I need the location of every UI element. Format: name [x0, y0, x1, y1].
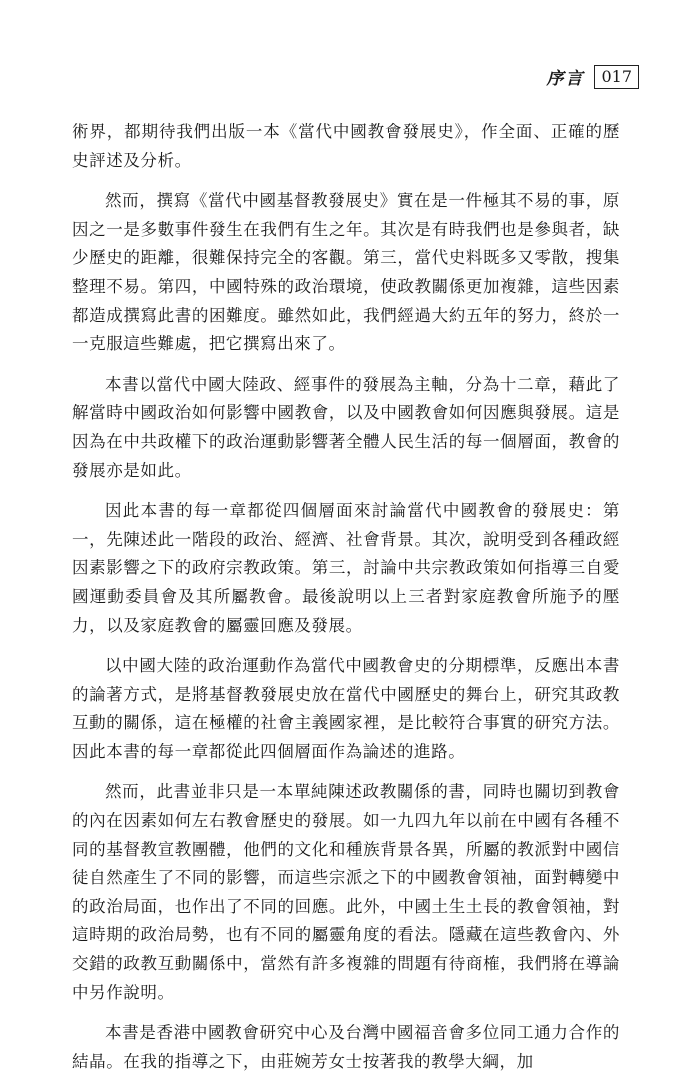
paragraph: 本書是香港中國教會研究中心及台灣中國福音會多位同工通力合作的結晶。在我的指導之下，由莊婉芳女士按著我的教學大綱，加: [72, 1023, 620, 1071]
paragraph: 然而，此書並非只是一本單純陳述政教關係的書，同時也關切到教會的內在因素如何左右教會歷史的發展。如一九四九年以前在中國有各種不同的基督教宣教團體，他們的文化和種族背景各異，所屬的教派對中國信徒自然產生了不同的影響，而這些宗派之下的中國教會領袖，面對轉變中的政治局面，也作出了不同的回應。此外，中國土生土長的教會領袖，對這時期的政治局勢，也有不同的屬靈角度的看法。隱藏在這些教會內、外交錯的政教互動關係中，當然有許多複雜的問題有待商榷，我們將在導論中另作說明。: [72, 782, 620, 1002]
paragraph: 本書以當代中國大陸政、經事件的發展為主軸，分為十二章，藉此了解當時中國政治如何影響中國教會，以及中國教會如何因應與發展。這是因為在中共政權下的政治運動影響著全體人民生活的每一個層面，教會的發展亦是如此。: [72, 374, 620, 480]
page-number: 017: [594, 65, 639, 89]
paragraph: 然而，撰寫《當代中國基督教發展史》實在是一件極其不易的事，原因之一是多數事件發生在我們有生之年。其次是有時我們也是參與者，缺少歷史的距離，很難保持完全的客觀。第三，當代史料既多又零散，搜集整理不易。第四，中國特殊的政治環境，使政教關係更加複雜，這些因素都造成撰寫此書的困難度。雖然如此，我們經過大約五年的努力，終於一一克服這些難處，把它撰寫出來了。: [72, 191, 620, 354]
paragraph: 以中國大陸的政治運動作為當代中國教會史的分期標準，反應出本書的論著方式，是將基督教發展史放在當代中國歷史的舞台上，研究其政教互動的關係，這在極權的社會主義國家裡，是比較符合事實的研究方法。因此本書的每一章都從此四個層面作為論述的進路。: [72, 656, 620, 761]
paragraph: 術界，都期待我們出版一本《當代中國教會發展史》，作全面、正確的歷史評述及分析。: [72, 122, 620, 170]
page-header: [546, 64, 639, 89]
body-text: [72, 118, 620, 1088]
section-title: 序言: [546, 69, 585, 89]
paragraph: 因此本書的每一章都從四個層面來討論當代中國教會的發展史：第一，先陳述此一階段的政治、經濟、社會背景。其次，說明受到各種政經因素影響之下的政府宗教政策。第三，討論中共宗教政策如何指導三自愛國運動委員會及其所屬教會。最後說明以上三者對家庭教會所施予的壓力，以及家庭教會的屬靈回應及發展。: [72, 501, 620, 635]
